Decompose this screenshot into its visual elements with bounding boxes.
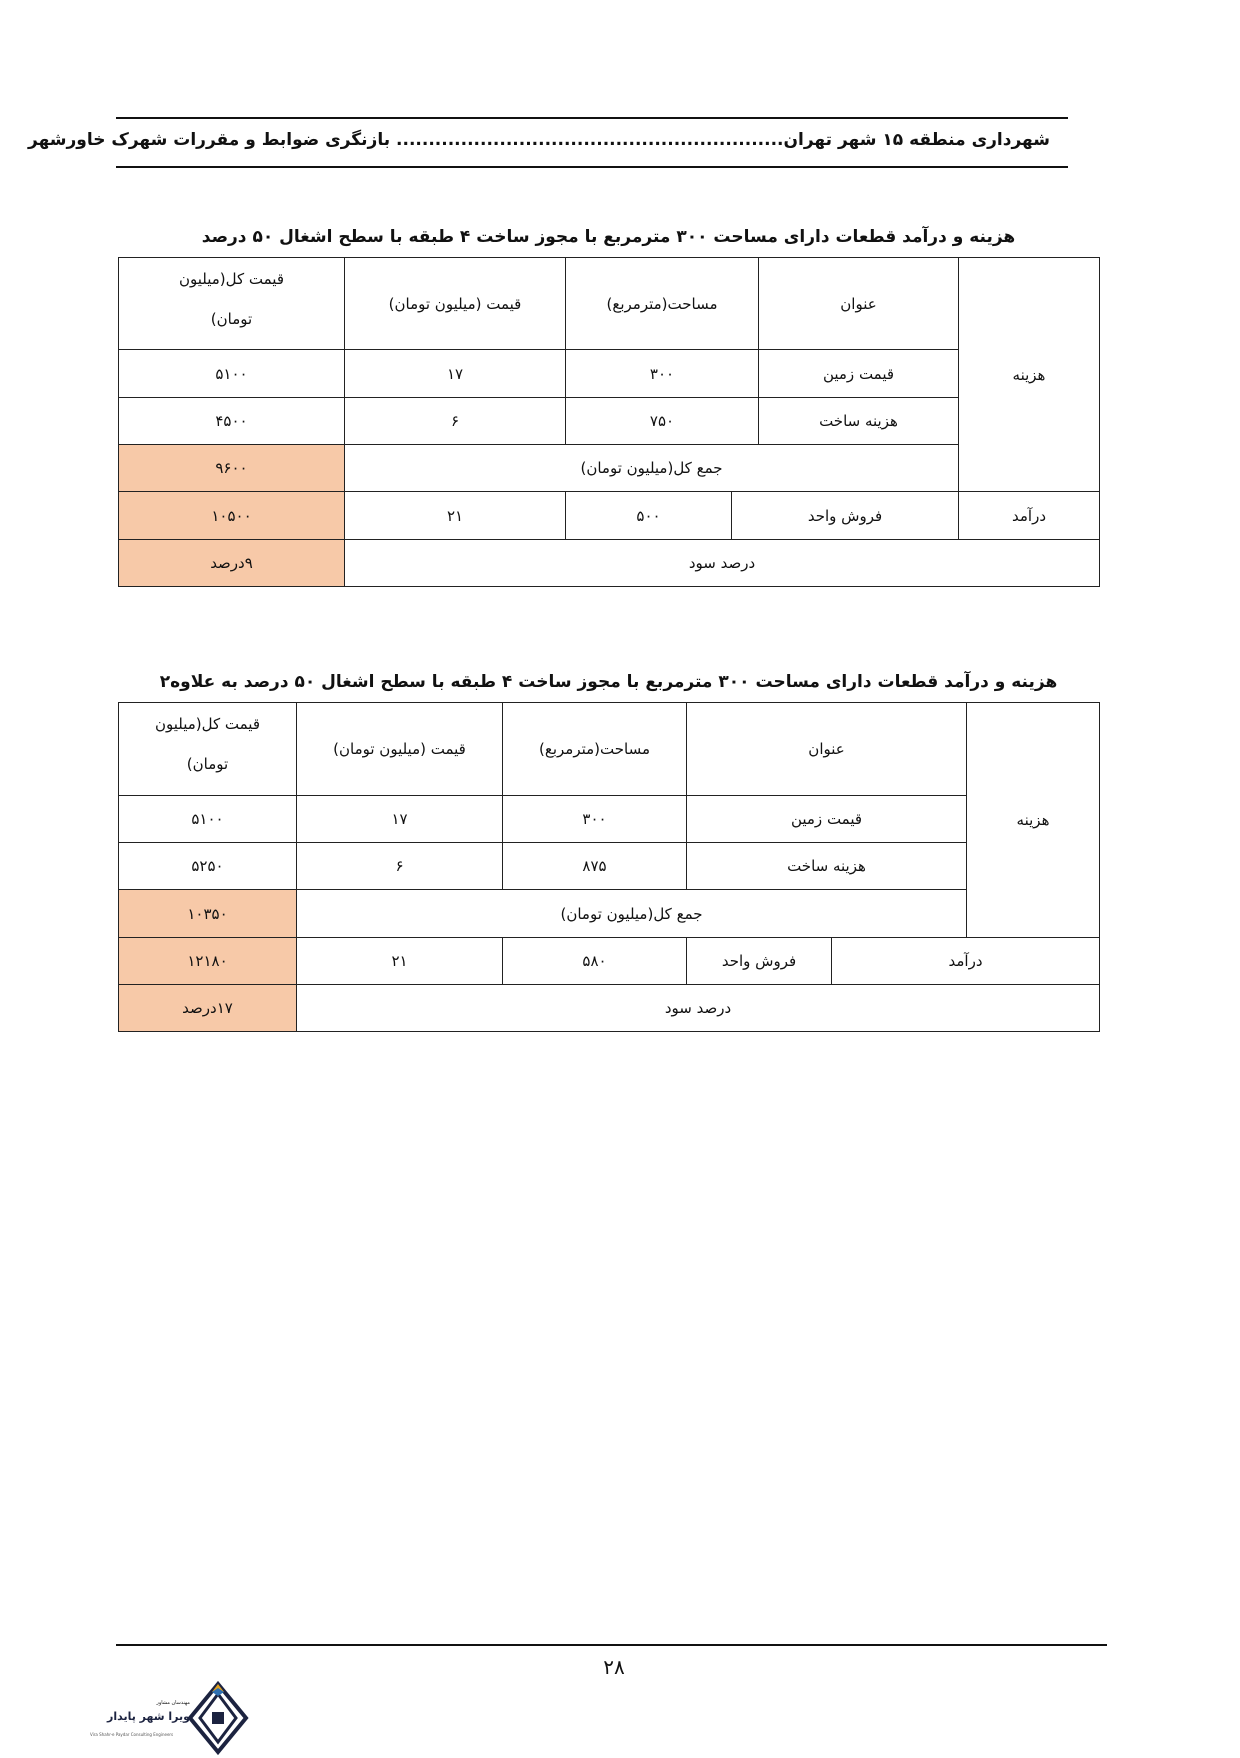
profit-label: درصد سود [345, 540, 1100, 587]
header-total-line2: تومان) [186, 755, 229, 773]
cost-category-cell [959, 258, 1100, 492]
revenue-title: فروش واحد [732, 492, 959, 540]
header-total [119, 703, 297, 796]
header-price: قیمت (میلیون تومان) [297, 703, 503, 796]
company-logo [88, 1682, 253, 1754]
revenue-label: درآمد [959, 492, 1100, 540]
table-row [119, 350, 1100, 398]
row-price: ۶ [345, 398, 566, 445]
profit-value: ۹درصد [119, 540, 345, 587]
revenue-label: درآمد [832, 938, 1100, 985]
table-row [119, 843, 1100, 890]
row-total: ۵۱۰۰ [119, 796, 297, 843]
header-area: مساحت(مترمربع) [566, 258, 759, 350]
header-dots: ............................................................ [396, 130, 784, 150]
header-total-line1: قیمت کل(میلیون [178, 270, 285, 288]
running-header [28, 130, 1050, 150]
table-row [119, 398, 1100, 445]
logo-small-text: مهندسان مشاور [156, 1700, 190, 1706]
row-price: ۱۷ [297, 796, 503, 843]
cost-label: هزینه [1012, 365, 1046, 384]
row-total: ۵۱۰۰ [119, 350, 345, 398]
profit-value: ۱۷درصد [119, 985, 297, 1032]
sum-row [119, 890, 1100, 938]
row-area: ۷۵۰ [566, 398, 759, 445]
revenue-row [119, 492, 1100, 540]
row-area: ۳۰۰ [566, 350, 759, 398]
table1-caption: هزینه و درآمد قطعات دارای مساحت ۳۰۰ مترمربع با مجوز ساخت ۴ طبقه با سطح اشغال ۵۰ درصد [201, 227, 1016, 247]
cost-category-cell [967, 703, 1100, 938]
revenue-total: ۱۰۵۰۰ [119, 492, 345, 540]
header-bottom-rule [116, 166, 1068, 168]
sum-row [119, 445, 1100, 492]
table-row [119, 796, 1100, 843]
revenue-price: ۲۱ [297, 938, 503, 985]
header-price: قیمت (میلیون تومان) [345, 258, 566, 350]
sum-label: جمع کل(میلیون تومان) [345, 445, 959, 492]
table2-caption: هزینه و درآمد قطعات دارای مساحت ۳۰۰ مترمربع با مجوز ساخت ۴ طبقه با سطح اشغال ۵۰ درصد به علاوه۲ [159, 672, 1058, 692]
profit-label: درصد سود [297, 985, 1100, 1032]
row-area: ۳۰۰ [503, 796, 687, 843]
cost-label: هزینه [1016, 811, 1050, 829]
revenue-price: ۲۱ [345, 492, 566, 540]
header-total-line2: تومان) [210, 310, 253, 328]
row-title: قیمت زمین [759, 350, 959, 398]
row-price: ۶ [297, 843, 503, 890]
logo-name: ویرا شهر پایدار [106, 1710, 190, 1723]
profit-row [119, 985, 1100, 1032]
header-total [119, 258, 345, 350]
row-title: هزینه ساخت [687, 843, 967, 890]
footer-rule [116, 1644, 1107, 1646]
sum-label: جمع کل(میلیون تومان) [297, 890, 967, 938]
row-price: ۱۷ [345, 350, 566, 398]
row-area: ۸۷۵ [503, 843, 687, 890]
revenue-area: ۵۸۰ [503, 938, 687, 985]
header-top-rule [116, 117, 1068, 119]
page-number: ۲۸ [603, 1655, 625, 1679]
revenue-total: ۱۲۱۸۰ [119, 938, 297, 985]
revenue-area: ۵۰۰ [566, 492, 732, 540]
header-document-title: بازنگری ضوابط و مقررات شهرک خاورشهر [28, 130, 391, 150]
table1-cost-revenue [118, 257, 1100, 587]
revenue-title: فروش واحد [687, 938, 832, 985]
row-title: قیمت زمین [687, 796, 967, 843]
sum-value: ۹۶۰۰ [119, 445, 345, 492]
header-total-line1: قیمت کل(میلیون [154, 715, 261, 733]
row-total: ۴۵۰۰ [119, 398, 345, 445]
profit-row [119, 540, 1100, 587]
logo-english: Vira Shahr-e Paydar Consulting Engineers [90, 1732, 174, 1737]
row-total: ۵۲۵۰ [119, 843, 297, 890]
revenue-row [119, 938, 1100, 985]
header-title: عنوان [759, 258, 959, 350]
sum-value: ۱۰۳۵۰ [119, 890, 297, 938]
header-municipality: شهرداری منطقه ۱۵ شهر تهران [783, 130, 1050, 150]
header-title: عنوان [687, 703, 967, 796]
table2-cost-revenue [118, 702, 1100, 1032]
row-title: هزینه ساخت [759, 398, 959, 445]
header-area: مساحت(مترمربع) [503, 703, 687, 796]
